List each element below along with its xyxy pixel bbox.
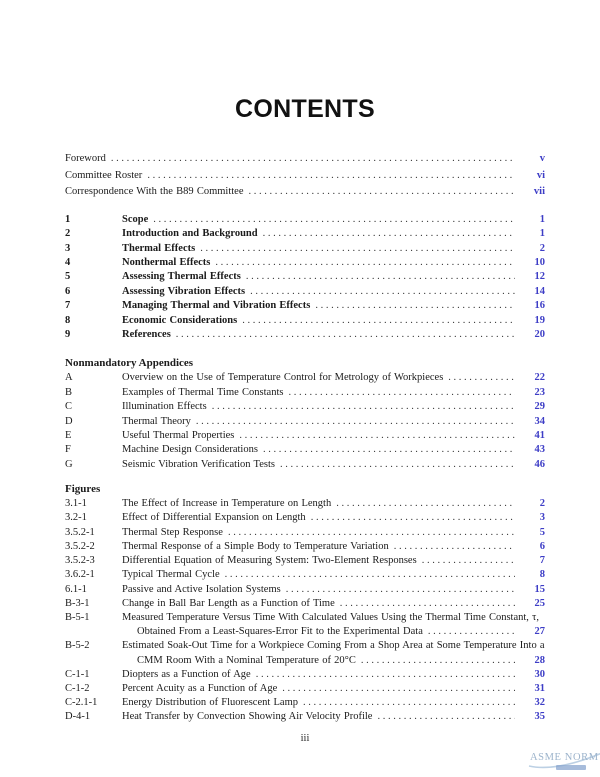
section-number: 9 [65, 329, 71, 341]
entry-title: Estimated Soak-Out Time for a Workpiece Coming From a Shop Area at Some Temperature Into a [122, 640, 545, 652]
section-entry [65, 328, 545, 342]
dot-leader [225, 568, 515, 582]
page-number-link[interactable]: 41 [534, 430, 545, 442]
figure-entry [65, 568, 545, 582]
figure-entry [65, 710, 545, 724]
appendix-letter: D [65, 415, 73, 427]
entry-title: Typical Thermal Cycle [122, 569, 220, 581]
entry-title: Illumination Effects [122, 401, 207, 413]
figures-list [65, 497, 545, 724]
entry-title: Nonthermal Effects [122, 257, 211, 268]
figure-entry [65, 639, 545, 667]
page-number-link[interactable]: 32 [534, 697, 545, 709]
dot-leader [200, 242, 515, 256]
dot-leader [153, 213, 515, 227]
appendix-entry [65, 443, 545, 457]
figure-number: 3.2-1 [65, 512, 87, 524]
watermark-badge [556, 765, 586, 770]
toc-entry [65, 151, 545, 168]
figure-title-line [122, 554, 545, 568]
page-number-link[interactable]: 34 [534, 415, 545, 427]
dot-leader [361, 654, 515, 668]
section-entry [65, 256, 545, 270]
dot-leader [196, 415, 515, 429]
figure-number: 6.1-1 [65, 583, 87, 595]
page-number-link[interactable]: 10 [534, 257, 545, 268]
section-number: 3 [65, 242, 71, 254]
dot-leader [428, 625, 515, 639]
section-number: 1 [65, 213, 71, 225]
figure-title-line [122, 682, 545, 696]
entry-title-continued: CMM Room With a Nominal Temperature of 20°C [137, 654, 356, 666]
entry-title: Energy Distribution of Fluorescent Lamp [122, 697, 299, 709]
dot-leader [288, 386, 515, 400]
section-number: 2 [65, 228, 71, 240]
entry-title: Correspondence With the B89 Committee [65, 186, 244, 198]
entry-title: Foreword [65, 153, 106, 164]
figure-title-line [122, 597, 545, 611]
dot-leader [215, 256, 515, 270]
entry-title: The Effect of Increase in Temperature on Length [122, 498, 332, 510]
dot-leader [315, 299, 515, 313]
section-entry [65, 299, 545, 313]
entry-title: Change in Ball Bar Length as a Function of Time [122, 597, 335, 609]
page-number-link[interactable]: 28 [534, 654, 545, 666]
section-number: 5 [65, 271, 71, 283]
figure-entry [65, 583, 545, 597]
entry-title: Heat Transfer by Convection Showing Air Velocity Profile [122, 711, 373, 723]
entry-title: Thermal Theory [122, 415, 191, 427]
appendix-letter: C [65, 401, 73, 413]
figure-number: C-1-1 [65, 668, 90, 680]
figures-block [65, 482, 545, 724]
appendix-entry [65, 400, 545, 414]
page-number-link[interactable]: 16 [534, 300, 545, 312]
figure-entry [65, 497, 545, 511]
page-number-link[interactable]: 23 [534, 386, 545, 398]
page-number-link[interactable]: 29 [534, 401, 545, 413]
page-number-link[interactable]: 31 [534, 682, 545, 694]
figure-title-line [122, 497, 545, 511]
toc-entry [65, 168, 545, 185]
page-number-link[interactable]: 2 [539, 242, 545, 254]
dot-leader [282, 682, 515, 696]
figures-heading: Figures [65, 483, 101, 496]
entry-title: Percent Acuity as a Function of Age [122, 682, 278, 694]
figure-title-line [122, 639, 545, 653]
appendix-entry [65, 458, 545, 472]
entry-title: Machine Design Considerations [122, 444, 258, 456]
page-number-link[interactable]: 6 [539, 540, 545, 552]
dot-leader [239, 429, 515, 443]
section-entry [65, 314, 545, 328]
figure-number: B-5-2 [65, 640, 90, 652]
figure-entry [65, 668, 545, 682]
dot-leader [242, 314, 515, 328]
figure-title-line [122, 696, 545, 710]
toc-entry [65, 184, 545, 201]
figure-number: B-5-1 [65, 611, 90, 623]
dot-leader [280, 458, 515, 472]
section-number: 4 [65, 257, 71, 268]
dot-leader [111, 151, 515, 168]
entry-title: Thermal Effects [122, 242, 196, 254]
page-number-link[interactable]: 20 [534, 329, 545, 341]
dot-leader [422, 554, 515, 568]
appendices-block [65, 356, 545, 472]
figure-entry [65, 540, 545, 554]
page-number-link[interactable]: 5 [539, 526, 545, 538]
appendices-list [65, 371, 545, 472]
section-entry [65, 270, 545, 284]
dot-leader [250, 285, 515, 299]
page-number-link[interactable]: 46 [534, 458, 545, 470]
entry-title-continued: Obtained From a Least-Squares-Error Fit to the Experimental Data [137, 626, 423, 638]
figure-title-line [122, 611, 545, 625]
appendix-letter: G [65, 458, 73, 470]
page-title: CONTENTS [235, 95, 375, 123]
dot-leader [228, 526, 515, 540]
dot-leader [311, 511, 515, 525]
page-content [65, 0, 545, 744]
section-number: 8 [65, 314, 71, 326]
dot-leader [147, 168, 515, 185]
dot-leader [212, 400, 515, 414]
entry-title: References [122, 329, 171, 341]
entry-title: Differential Equation of Measuring System: Two-Element Responses [122, 555, 417, 567]
entry-title: Measured Temperature Versus Time With Calculated Values Using the Thermal Time Constant, τ, [122, 611, 539, 623]
page-number-link[interactable]: 2 [539, 498, 545, 510]
figure-entry [65, 511, 545, 525]
dot-leader [246, 270, 515, 284]
entry-title: Thermal Response of a Simple Body to Temperature Variation [122, 540, 389, 552]
watermark-text: ASME NORM [530, 752, 599, 763]
entry-title: Managing Thermal and Vibration Effects [122, 300, 311, 312]
page-number-link[interactable]: 19 [534, 314, 545, 326]
section-entry [65, 227, 545, 241]
figure-title-line [122, 540, 545, 554]
figure-title-line [122, 511, 545, 525]
page-number-link[interactable]: 15 [534, 583, 545, 595]
page-number-link[interactable]: 7 [539, 555, 545, 567]
page-number-link[interactable]: 30 [534, 668, 545, 680]
folio-page-number: iii [300, 732, 310, 744]
page-number-link[interactable]: 25 [534, 597, 545, 609]
page-number-link[interactable]: 43 [534, 444, 545, 456]
figure-title-line [122, 568, 545, 582]
appendix-letter: A [65, 372, 73, 384]
entry-title: Passive and Active Isolation Systems [122, 583, 281, 595]
section-number: 6 [65, 285, 71, 297]
dot-leader [256, 668, 515, 682]
page-number-link[interactable]: vi [536, 169, 545, 181]
figure-entry [65, 682, 545, 696]
entry-title: Overview on the Use of Temperature Control for Metrology of Workpieces [122, 372, 444, 384]
dot-leader [263, 443, 515, 457]
figure-title-continuation [122, 625, 545, 639]
section-number: 7 [65, 300, 71, 312]
figure-number: 3.5.2-3 [65, 555, 95, 567]
page-number-link[interactable]: vii [533, 186, 545, 198]
appendices-heading: Nonmandatory Appendices [65, 357, 194, 370]
appendix-letter: E [65, 430, 72, 442]
page-number-link[interactable]: v [539, 153, 545, 164]
entry-title: Effect of Differential Expansion on Length [122, 512, 306, 524]
dot-leader [340, 597, 515, 611]
figure-number: 3.5.2-1 [65, 526, 95, 538]
figure-entry [65, 611, 545, 639]
sections-list [65, 213, 545, 343]
dot-leader [249, 184, 515, 201]
page-number-link[interactable]: 3 [539, 512, 545, 524]
figure-title-line [122, 668, 545, 682]
page-number-link[interactable]: 1 [539, 228, 545, 240]
figure-number: D-4-1 [65, 711, 91, 723]
page-number-link[interactable]: 27 [534, 626, 545, 638]
asme-watermark-logo [528, 748, 600, 774]
dot-leader [263, 227, 515, 241]
appendix-entry [65, 429, 545, 443]
entry-title: Useful Thermal Properties [122, 430, 235, 442]
figure-entry [65, 597, 545, 611]
figure-entry [65, 554, 545, 568]
appendix-entry [65, 415, 545, 429]
figure-title-continuation [122, 654, 545, 668]
entry-title: Scope [122, 213, 149, 225]
entry-title: Committee Roster [65, 169, 143, 181]
entry-title: Assessing Vibration Effects [122, 285, 246, 297]
page-number-link[interactable]: 35 [534, 711, 545, 723]
page-number-link[interactable]: 12 [534, 271, 545, 283]
section-entry [65, 213, 545, 227]
figure-number: 3.1-1 [65, 498, 87, 510]
figure-title-line [122, 526, 545, 540]
figure-entry [65, 696, 545, 710]
figure-title-line [122, 583, 545, 597]
entry-title: Economic Considerations [122, 314, 238, 326]
dot-leader [448, 371, 515, 385]
entry-title: Examples of Thermal Time Constants [122, 386, 284, 398]
dot-leader [377, 710, 515, 724]
figure-number: C-2.1-1 [65, 697, 98, 709]
entry-title: Diopters as a Function of Age [122, 668, 251, 680]
figure-number: C-1-2 [65, 682, 90, 694]
entry-title: Assessing Thermal Effects [122, 271, 241, 283]
page-number-link[interactable]: 1 [539, 213, 545, 225]
appendix-letter: F [65, 444, 71, 456]
dot-leader [303, 696, 515, 710]
entry-title: Introduction and Background [122, 228, 258, 240]
figure-number: B-3-1 [65, 597, 90, 609]
appendix-entry [65, 371, 545, 385]
front-matter-list [65, 151, 545, 201]
page-number-link[interactable]: 8 [539, 569, 545, 581]
appendix-entry [65, 386, 545, 400]
page-number-link[interactable]: 22 [534, 372, 545, 384]
page-number-link[interactable]: 14 [534, 285, 545, 297]
dot-leader [286, 583, 515, 597]
figure-number: 3.6.2-1 [65, 569, 95, 581]
figure-number: 3.5.2-2 [65, 540, 95, 552]
figure-entry [65, 526, 545, 540]
entry-title: Seismic Vibration Verification Tests [122, 458, 275, 470]
section-entry [65, 242, 545, 256]
figure-title-line [122, 710, 545, 724]
appendix-letter: B [65, 386, 73, 398]
section-entry [65, 285, 545, 299]
dot-leader [336, 497, 515, 511]
dot-leader [176, 328, 515, 342]
dot-leader [394, 540, 515, 554]
entry-title: Thermal Step Response [122, 526, 223, 538]
